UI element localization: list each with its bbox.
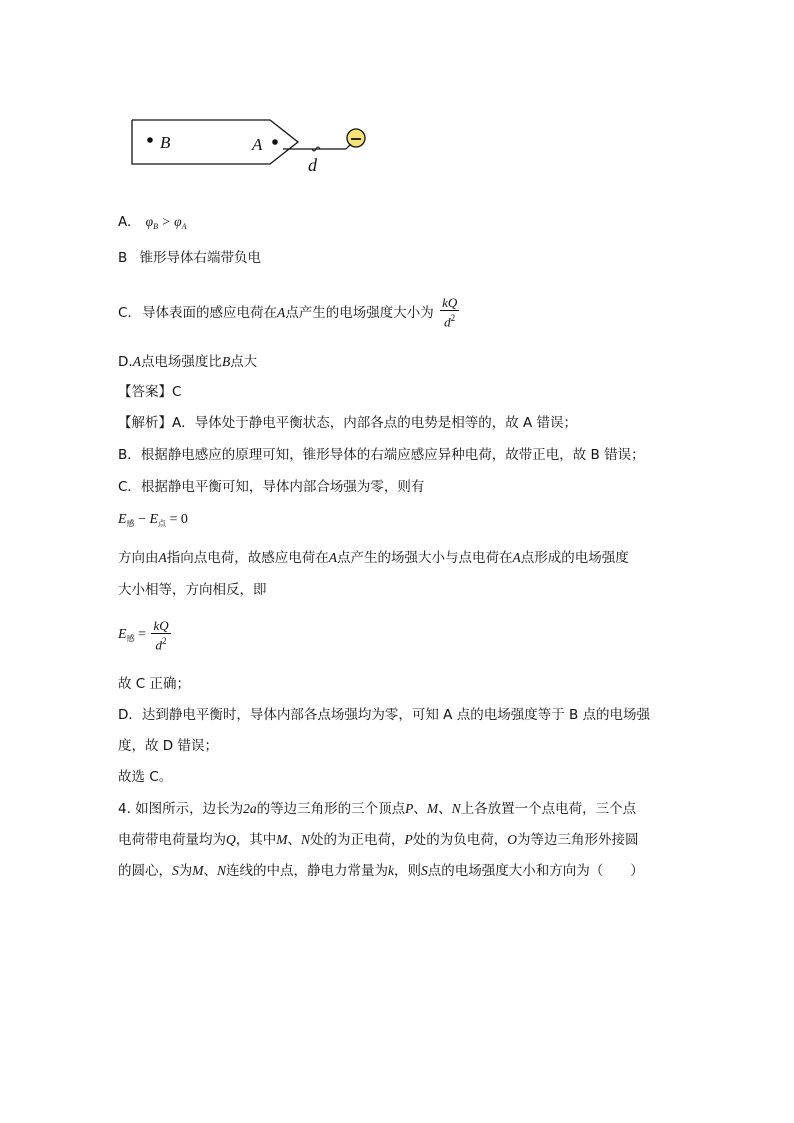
analysis-direction-1: 方向由A指向点电荷，故感应电荷在A点产生的场强大小与点电荷在A点形成的电场强度: [118, 550, 629, 566]
charge-lead: [346, 144, 351, 149]
option-c: C. 导体表面的感应电荷在A点产生的电场强度大小为 $\frac{kQ}{d^2}$: [118, 295, 458, 330]
point-B-dot: [147, 137, 153, 143]
analysis-c-conclusion: 故 C 正确；: [118, 676, 191, 692]
label-B: B: [160, 133, 171, 152]
analysis-d-1: D．达到静电平衡时，导体内部各点场强均为零，可知 A 点的电场强度等于 B 点的电场强: [118, 707, 651, 723]
analysis-d-2: 度，故 D 错误；: [118, 738, 218, 754]
question4-line2: 电荷带电荷量均为Q，其中M、N处的为正电荷，P处的为负电荷，O为等边三角形外接圆: [118, 832, 639, 848]
label-d: d: [308, 155, 317, 175]
analysis-final: 故选 C。: [118, 769, 173, 785]
label-A: A: [252, 135, 263, 154]
negative-charge-icon: [347, 129, 365, 147]
analysis-a: 【解析】A．导体处于静电平衡状态，内部各点的电势是相等的，故 A 错误；: [118, 415, 578, 431]
option-b: B 锥形导体右端带负电: [118, 250, 262, 266]
option-d: D.A点电场强度比B点大: [118, 354, 258, 370]
conductor-figure: [120, 112, 380, 180]
option-c-fraction: $\frac{kQ}{d^2}$: [442, 295, 458, 330]
question4-line3: 的圆心，S为M、N连线的中点，静电力常量为k，则S点的电场强度大小和方向为（ ）: [118, 863, 644, 879]
answer-label: 【答案】C: [118, 384, 182, 400]
analysis-c: C．根据静电平衡可知，导体内部合场强为零，则有: [118, 479, 425, 495]
point-A-dot: [272, 139, 278, 145]
equation-1: $E_感 - E_点 = 0$: [118, 512, 188, 528]
analysis-b: B．根据静电感应的原理可知，锥形导体的右端应感应异种电荷，故带正电，故 B 错误；: [118, 447, 645, 463]
analysis-direction-2: 大小相等，方向相反，即: [118, 582, 267, 598]
option-a: A. $\varphi_B > \varphi_A$: [118, 214, 187, 231]
equation-2-fraction: $\frac{kQ}{d^2}$: [153, 617, 169, 652]
equation-2: $E_感$ = $\frac{kQ}{d^2}$: [118, 617, 169, 652]
question4-line1: 4. 如图所示，边长为2a的等边三角形的三个顶点P、M、N上各放置一个点电荷，三个点: [118, 801, 637, 817]
